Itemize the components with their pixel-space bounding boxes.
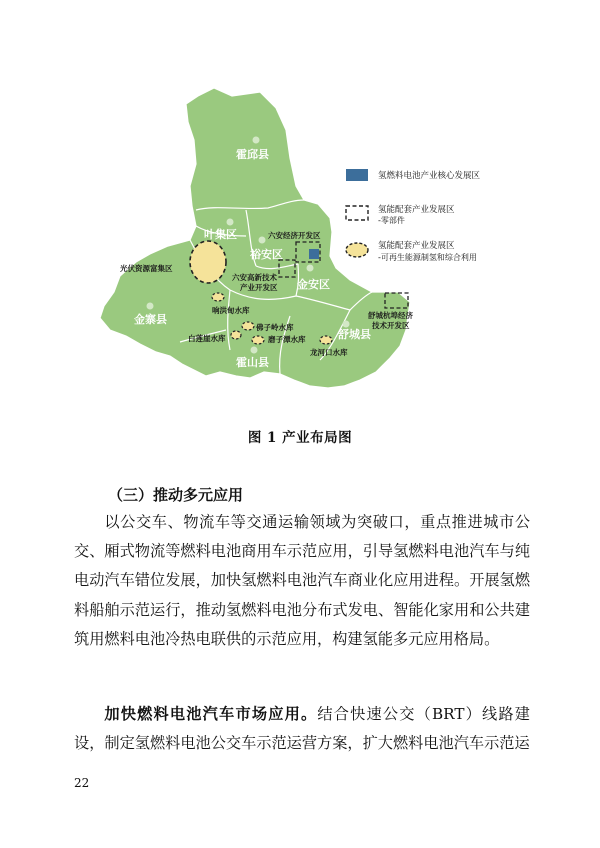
label-bailianya: 白莲崖水库 bbox=[188, 334, 226, 343]
label-jinzhai: 金寨县 bbox=[134, 313, 167, 326]
section-heading: （三）推动多元应用 bbox=[108, 486, 244, 504]
label-shucheng-zone-1: 舒城杭埠经济 bbox=[368, 311, 413, 320]
paragraph-rest: 结合快速公交（BRT）线路建设，制定氢燃料电池公交车示范运营方案，扩大燃料电池汽车示范运 bbox=[74, 705, 530, 753]
label-huoshan: 霍山县 bbox=[236, 356, 269, 369]
label-foziling: 佛子岭水库 bbox=[256, 323, 294, 332]
label-yeji: 叶集区 bbox=[204, 228, 237, 241]
legend-renewable-sub: -可再生能源制氢和综合利用 bbox=[378, 253, 477, 262]
label-mozitan: 磨子潭水库 bbox=[268, 335, 306, 344]
label-longhekou: 龙河口水库 bbox=[310, 348, 348, 357]
legend-renewable-label: 氢能配套产业发展区 bbox=[378, 241, 455, 251]
paragraph-lead-bold: 加快燃料电池汽车市场应用。 bbox=[104, 705, 318, 723]
label-econ-dev-zone: 六安经济开发区 bbox=[268, 231, 321, 240]
figure-caption: 图 1 产业布局图 bbox=[247, 430, 353, 446]
label-yuan: 裕安区 bbox=[250, 248, 283, 261]
legend-core-label: 氢燃料电池产业核心发展区 bbox=[378, 171, 481, 181]
label-shucheng-zone-2: 技术开发区 bbox=[372, 321, 410, 330]
page-number: 22 bbox=[74, 776, 90, 790]
pv-hydrogen-zone-marker bbox=[190, 241, 226, 283]
legend-component-sub: -零部件 bbox=[378, 216, 405, 225]
legend-core-swatch bbox=[346, 169, 368, 181]
body-paragraph-2 bbox=[74, 700, 530, 758]
label-jinan: 金安区 bbox=[297, 278, 330, 291]
label-pv-zone: 光伏资源富集区 bbox=[120, 264, 173, 273]
label-huoqiu: 霍邱县 bbox=[236, 148, 269, 161]
legend-component-label: 氢能配套产业发展区 bbox=[378, 205, 455, 215]
body-paragraph-1: 以公交车、物流车等交通运输领域为突破口，重点推进城市公交、厢式物流等燃料电池商用车示范应用，引导氢燃料电池汽车与纯电动汽车错位发展，加快氢燃料电池汽车商业化应用进程。开展氢燃料船舶示范运行，推动氢燃料电池分布式发电、智能化家用和公共建筑用燃料电池冷热电联供的示范应用，构建氢能多元应用格局。 bbox=[74, 513, 530, 648]
core-development-zone bbox=[309, 249, 319, 259]
industry-layout-map bbox=[0, 0, 600, 420]
label-xianghongdian: 响洪甸水库 bbox=[212, 306, 250, 315]
legend-renewable-swatch bbox=[346, 243, 368, 257]
label-hitech-zone-1: 六安高新技术 bbox=[232, 273, 277, 282]
label-shucheng: 舒城县 bbox=[338, 328, 371, 341]
label-hitech-zone-2: 产业开发区 bbox=[240, 283, 278, 292]
map-legend bbox=[346, 169, 481, 262]
legend-component-swatch bbox=[346, 206, 368, 220]
